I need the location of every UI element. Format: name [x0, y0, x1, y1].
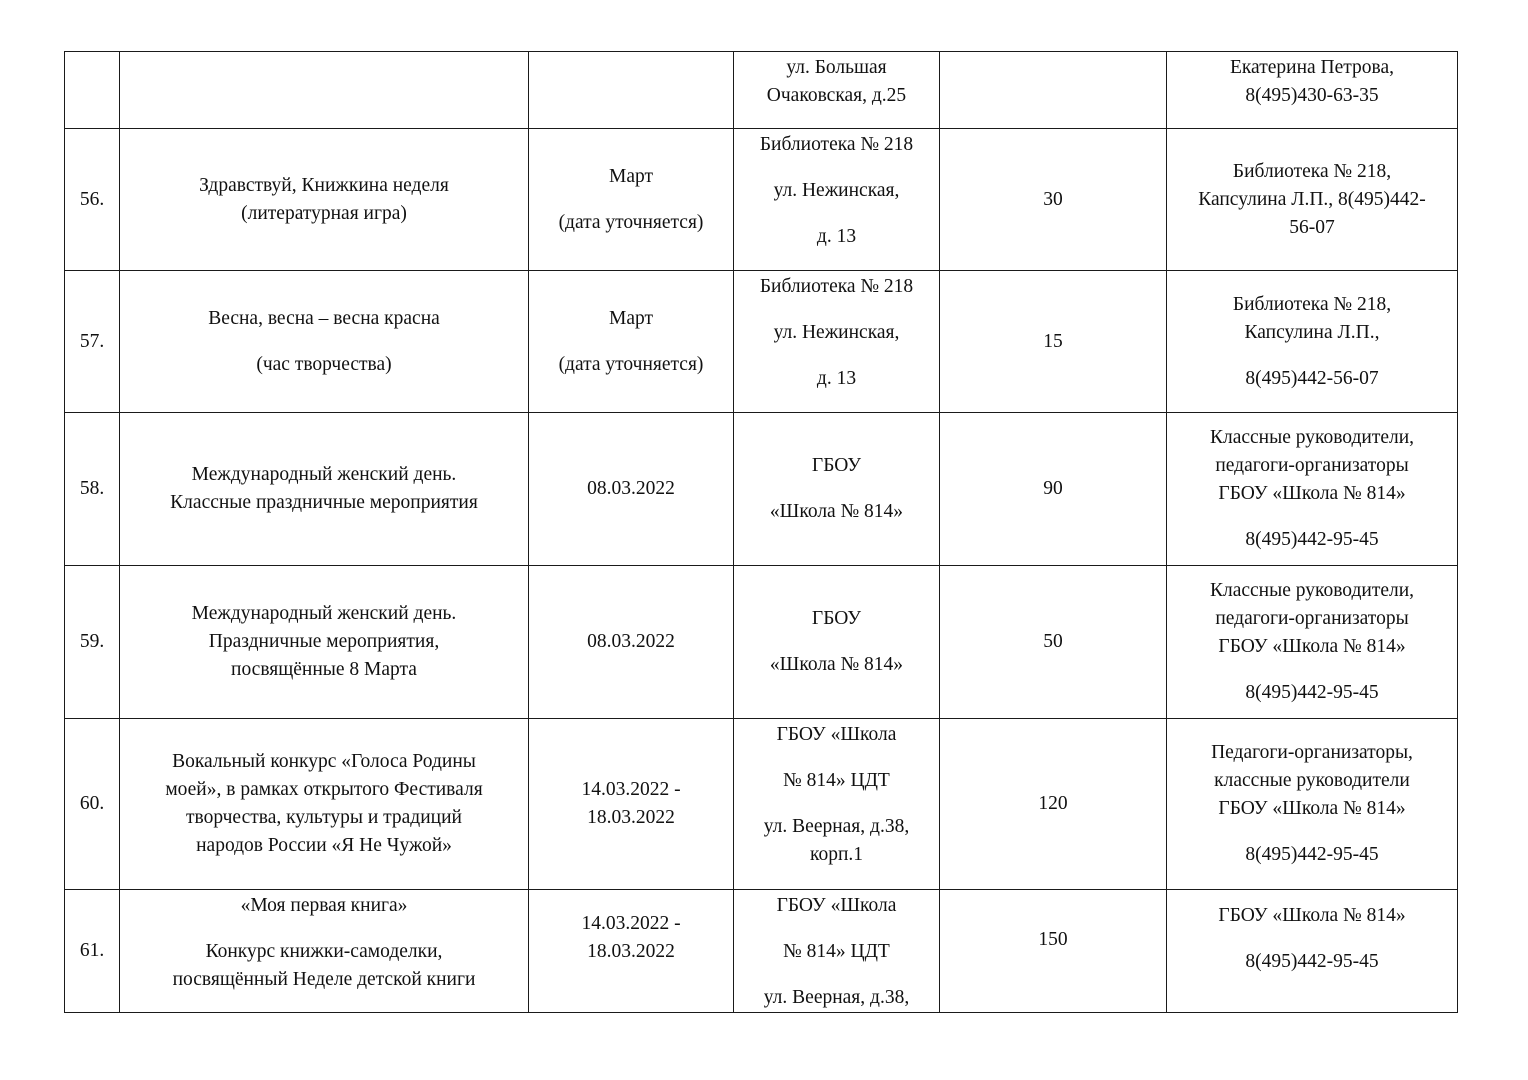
responsible-cell — [1167, 566, 1458, 719]
event-line: Здравствуй, Книжкина неделя — [199, 174, 449, 196]
event-line: (час творчества) — [256, 353, 392, 375]
responsible-line: Библиотека № 218, — [1232, 160, 1392, 182]
date-line: 18.03.2022 — [587, 807, 675, 828]
table-row — [65, 271, 1458, 413]
date-cell — [529, 52, 734, 129]
responsible-cell — [1167, 413, 1458, 566]
place-cell — [734, 719, 940, 890]
event-line: (литературная игра) — [241, 202, 407, 224]
table-row — [65, 890, 1458, 1013]
date-cell — [529, 890, 734, 1013]
responsible-line: ГБОУ «Школа № 814» — [1218, 905, 1406, 926]
date-line: 08.03.2022 — [587, 631, 675, 652]
place-line: корп.1 — [809, 844, 864, 865]
responsible-cell — [1167, 271, 1458, 413]
event-cell — [120, 413, 529, 566]
table-row — [65, 413, 1458, 566]
place-line: ГБОУ — [811, 455, 862, 476]
date-line: 14.03.2022 - — [581, 913, 681, 934]
responsible-line: ГБОУ «Школа № 814» — [1218, 798, 1406, 819]
event-line: Международный женский день. — [191, 603, 457, 624]
place-line: Библиотека № 218 — [759, 276, 914, 297]
responsible-line: 8(495)442-56-07 — [1245, 367, 1379, 389]
document-page — [64, 51, 1457, 1013]
event-cell — [120, 129, 529, 271]
place-line: ГБОУ «Школа — [776, 895, 897, 916]
row-number-cell: 56. — [65, 129, 120, 271]
place-line: д. 13 — [816, 368, 857, 389]
place-line: ул. Большая — [786, 57, 887, 78]
responsible-line: 56-07 — [1289, 216, 1335, 238]
row-number-cell — [65, 52, 120, 129]
responsible-line: Библиотека № 218, — [1232, 293, 1392, 315]
events-table — [64, 51, 1458, 1013]
responsible-cell — [1167, 890, 1458, 1013]
row-number-cell: 58. — [65, 413, 120, 566]
responsible-cell — [1167, 129, 1458, 271]
count-cell: 120 — [940, 719, 1167, 890]
place-line: ГБОУ «Школа — [776, 724, 897, 745]
event-line: Праздничные мероприятия, — [208, 631, 440, 652]
responsible-line: 8(495)442-95-45 — [1245, 682, 1379, 703]
place-line: № 814» ЦДТ — [783, 770, 890, 791]
place-cell — [734, 413, 940, 566]
responsible-line: 8(495)442-95-45 — [1245, 844, 1379, 865]
responsible-line: педагоги-организаторы — [1215, 608, 1409, 629]
place-line: ул. Веерная, д.38, — [763, 987, 910, 1008]
event-cell — [120, 890, 529, 1013]
event-cell — [120, 52, 529, 129]
place-line: ул. Нежинская, — [773, 322, 900, 343]
place-line: «Школа № 814» — [769, 501, 904, 522]
event-line: народов России «Я Не Чужой» — [196, 835, 452, 856]
row-number-cell: 61. — [65, 890, 120, 1013]
place-cell — [734, 890, 940, 1013]
date-line: 08.03.2022 — [587, 478, 675, 499]
count-cell — [940, 52, 1167, 129]
place-line: ул. Нежинская, — [773, 180, 900, 201]
responsible-line: Педагоги-организаторы, — [1211, 742, 1413, 763]
event-line: посвящённый Неделе детской книги — [172, 969, 476, 990]
event-line: моей», в рамках открытого Фестиваля — [165, 779, 483, 800]
date-line: 18.03.2022 — [587, 941, 675, 962]
place-cell — [734, 129, 940, 271]
responsible-line: ГБОУ «Школа № 814» — [1218, 636, 1406, 657]
responsible-line: 8(495)442-95-45 — [1245, 529, 1379, 550]
responsible-line: 8(495)430-63-35 — [1245, 85, 1379, 106]
count-cell: 90 — [940, 413, 1167, 566]
place-line: д. 13 — [816, 226, 857, 247]
count-cell: 50 — [940, 566, 1167, 719]
date-line: (дата уточняется) — [558, 353, 704, 375]
place-line: «Школа № 814» — [769, 654, 904, 675]
place-line: № 814» ЦДТ — [783, 941, 890, 962]
date-line: 14.03.2022 - — [581, 779, 681, 800]
date-line: Март — [608, 307, 653, 329]
event-line: Весна, весна – весна красна — [208, 307, 440, 329]
place-line: Библиотека № 218 — [759, 134, 914, 155]
table-row — [65, 52, 1458, 129]
table-row — [65, 129, 1458, 271]
event-line: Конкурс книжки-самоделки, — [205, 941, 443, 962]
responsible-line: педагоги-организаторы — [1215, 455, 1409, 476]
date-cell — [529, 719, 734, 890]
responsible-line: Классные руководители, — [1209, 580, 1415, 601]
place-line: Очаковская, д.25 — [766, 85, 907, 106]
table-row — [65, 719, 1458, 890]
place-line: ГБОУ — [811, 608, 862, 629]
responsible-cell — [1167, 52, 1458, 129]
table-row — [65, 566, 1458, 719]
row-number-cell: 60. — [65, 719, 120, 890]
responsible-line: классные руководители — [1214, 770, 1410, 791]
event-line: «Моя первая книга» — [240, 895, 408, 916]
row-number-cell: 59. — [65, 566, 120, 719]
event-line: Вокальный конкурс «Голоса Родины — [172, 751, 476, 772]
count-cell: 15 — [940, 271, 1167, 413]
date-cell — [529, 413, 734, 566]
date-cell — [529, 566, 734, 719]
count-cell: 150 — [940, 890, 1167, 1013]
event-line: посвящённые 8 Марта — [231, 659, 417, 680]
event-cell — [120, 271, 529, 413]
row-number-cell: 57. — [65, 271, 120, 413]
responsible-line: ГБОУ «Школа № 814» — [1218, 483, 1406, 504]
responsible-cell — [1167, 719, 1458, 890]
responsible-line: Екатерина Петрова, — [1229, 57, 1395, 78]
event-line: Международный женский день. — [191, 464, 457, 485]
place-cell — [734, 271, 940, 413]
responsible-line: Капсулина Л.П., 8(495)442- — [1198, 188, 1426, 210]
date-cell — [529, 271, 734, 413]
place-line: ул. Веерная, д.38, — [763, 816, 910, 837]
place-cell — [734, 52, 940, 129]
date-cell — [529, 129, 734, 271]
count-cell: 30 — [940, 129, 1167, 271]
date-line: Март — [608, 165, 653, 187]
event-line: творчества, культуры и традиций — [186, 807, 462, 828]
event-line: Классные праздничные мероприятия — [170, 492, 478, 513]
responsible-line: 8(495)442-95-45 — [1245, 951, 1379, 972]
event-cell — [120, 719, 529, 890]
event-cell — [120, 566, 529, 719]
date-line: (дата уточняется) — [558, 211, 704, 233]
responsible-line: Капсулина Л.П., — [1244, 321, 1380, 343]
responsible-line: Классные руководители, — [1209, 427, 1415, 448]
place-cell — [734, 566, 940, 719]
